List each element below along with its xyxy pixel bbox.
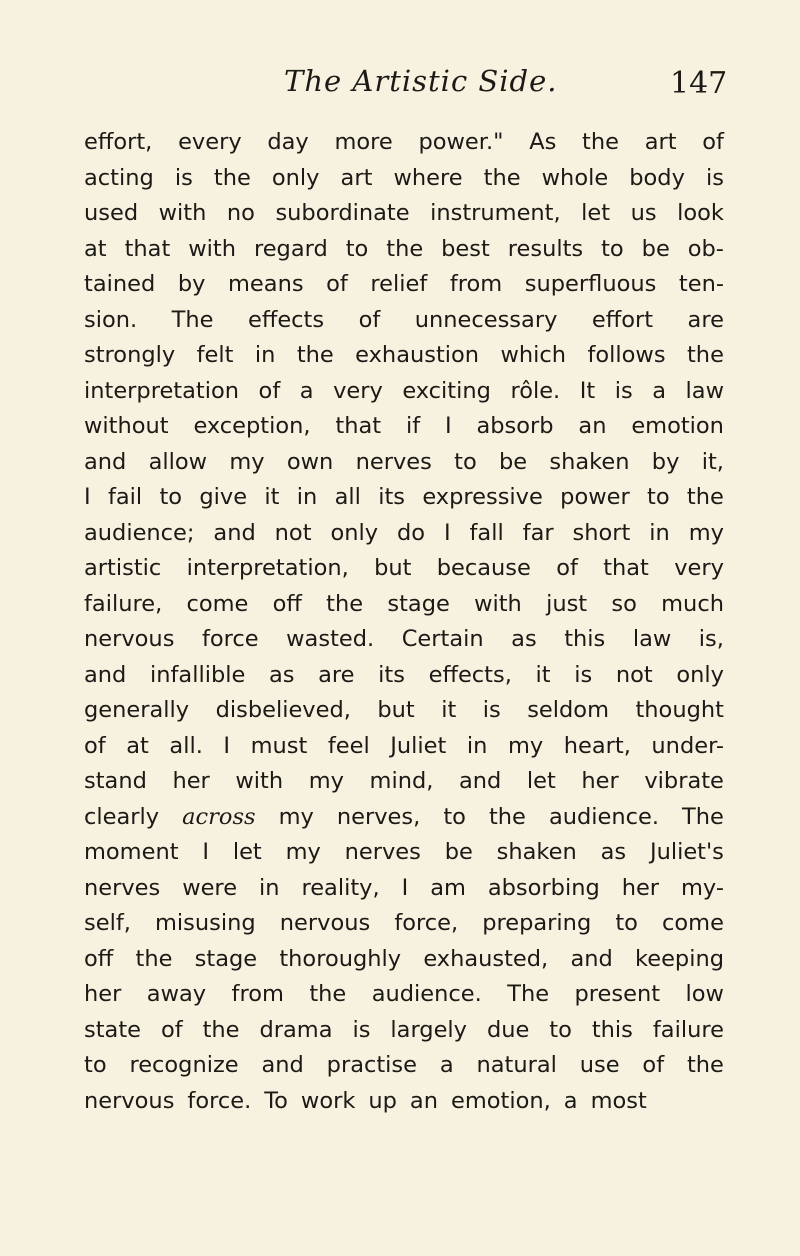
- text-line: tained by means of relief from superfluous ten-: [84, 271, 724, 297]
- text-line: interpretation of a very exciting rôle. It is a law: [84, 377, 724, 404]
- text-line: state of the drama is largely due to this failure: [84, 1016, 724, 1043]
- text-line: generally disbelieved, but it is seldom thought: [84, 697, 724, 723]
- text-line: and allow my own nerves to be shaken by it,: [84, 448, 724, 475]
- text-line: clearly across my nerves, to the audience. The: [84, 803, 724, 830]
- page-number: 147: [670, 66, 728, 101]
- text-line: strongly felt in the exhaustion which follows the: [84, 342, 724, 368]
- text-line: artistic interpretation, but because of that very: [84, 555, 724, 581]
- text-line: off the stage thoroughly exhausted, and keeping: [84, 945, 724, 972]
- text-line: used with no subordinate instrument, let us look: [84, 200, 724, 226]
- text-line: stand her with my mind, and let her vibrate: [84, 768, 724, 794]
- text-line: acting is the only art where the whole body is: [84, 164, 724, 191]
- text-line: nerves were in reality, I am absorbing her my-: [84, 874, 724, 901]
- text-line: nervous force. To work up an emotion, a most: [84, 1087, 647, 1114]
- text-line: effort, every day more power." As the art of: [84, 129, 724, 155]
- text-line: nervous force wasted. Certain as this law is,: [84, 626, 724, 652]
- text-line: failure, come off the stage with just so much: [84, 590, 724, 617]
- text-line: and infallible as are its effects, it is not only: [84, 661, 724, 688]
- text-line: I fail to give it in all its expressive power to the: [84, 484, 724, 510]
- running-head-title: The Artistic Side.: [284, 64, 558, 98]
- text-line: moment I let my nerves be shaken as Juliet's: [84, 839, 724, 865]
- text-line: sion. The effects of unnecessary effort are: [84, 306, 724, 333]
- running-head: [0, 64, 800, 104]
- text-line: without exception, that if I absorb an emotion: [84, 413, 724, 439]
- text-line: her away from the audience. The present low: [84, 981, 724, 1007]
- text-line: of at all. I must feel Juliet in my heart, under-: [84, 732, 724, 759]
- text-line: audience; and not only do I fall far short in my: [84, 519, 724, 546]
- text-line: at that with regard to the best results to be ob-: [84, 235, 724, 262]
- body-text: [84, 125, 724, 1119]
- text-line: to recognize and practise a natural use of the: [84, 1052, 724, 1078]
- text-line: self, misusing nervous force, preparing to come: [84, 910, 724, 936]
